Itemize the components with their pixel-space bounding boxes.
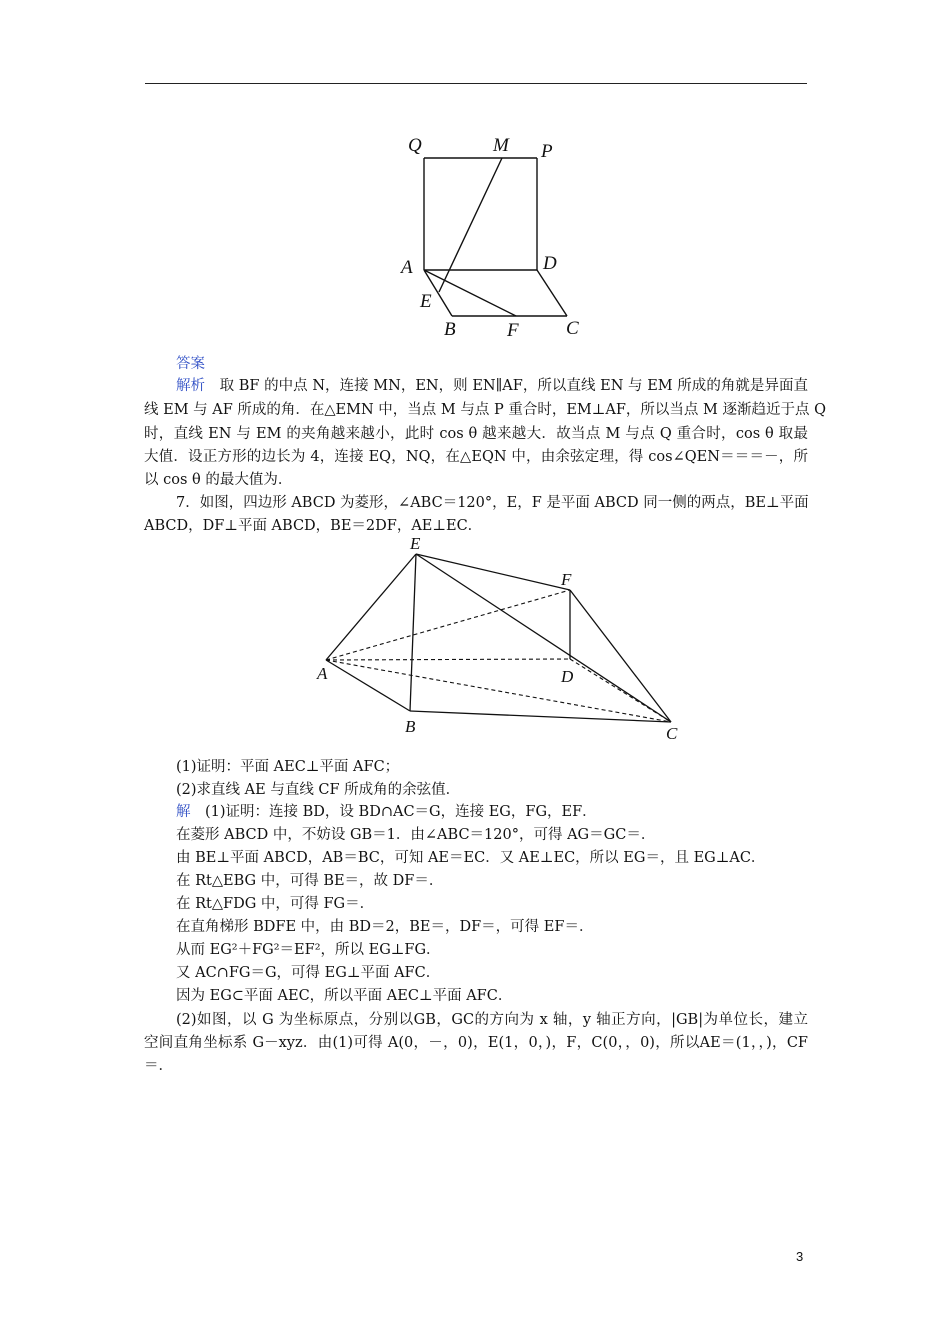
analysis-line-1: 解析 取 BF 的中点 N，连接 MN，EN，则 EN∥AF，所以直线 EN 与 EM 所成的角就是异面直 xyxy=(176,378,809,394)
analysis-line-4: 大值．设正方形的边长为 4，连接 EQ，NQ，在△EQN 中，由余弦定理，得 cos∠QEN＝＝＝－，所 xyxy=(144,449,808,465)
fig1-label-c: C xyxy=(566,318,579,339)
fig1-label-m: M xyxy=(493,135,509,156)
solution-label: 解 xyxy=(176,804,191,820)
fig2-label-d: D xyxy=(561,667,574,686)
question-7-part-2: (2)求直线 AE 与直线 CF 所成角的余弦值． xyxy=(176,782,461,798)
fig1-label-e: E xyxy=(420,291,432,312)
solution-line-9: 因为 EG⊂平面 AEC，所以平面 AEC⊥平面 AFC． xyxy=(176,988,513,1004)
solution-line-8: 又 AC∩FG＝G，可得 EG⊥平面 AFC． xyxy=(176,965,441,981)
fig2-label-b: B xyxy=(405,717,416,736)
fig2-label-c: C xyxy=(666,724,678,743)
analysis-line-5: 以 cos θ 的最大值为． xyxy=(144,472,293,488)
solution-line-4: 在 Rt△EBG 中，可得 BE＝，故 DF＝． xyxy=(176,873,444,889)
fig2-label-a: A xyxy=(317,664,328,683)
solution-line-5: 在 Rt△FDG 中，可得 FG＝． xyxy=(176,896,375,912)
fig1-label-d: D xyxy=(543,253,557,274)
solution-line-11: 空间直角坐标系 G－xyz．由(1)可得 A(0，－，0)，E(1，0，)，F，C(0，，0)，所以AE＝(1，，)，CF xyxy=(144,1035,808,1051)
fig1-label-a: A xyxy=(401,257,413,278)
solution-line-6: 在直角梯形 BDFE 中，由 BD＝2，BE＝，DF＝，可得 EF＝． xyxy=(176,919,594,935)
solution-line-10: (2)如图，以 G 为坐标原点，分别以GB，GC的方向为 x 轴，y 轴正方向，|GB|为单位长，建立 xyxy=(176,1012,808,1028)
fig1-label-p: P xyxy=(541,141,553,162)
header-rule xyxy=(145,83,807,84)
solution-line-1: 解 (1)证明：连接 BD，设 BD∩AC＝G，连接 EG，FG，EF． xyxy=(176,804,597,820)
fig1-label-q: Q xyxy=(408,135,422,156)
fig2-label-f: F xyxy=(561,570,572,589)
question-7-line-1: 7．如图，四边形 ABCD 为菱形，∠ABC＝120°，E，F 是平面 ABCD 同一侧的两点，BE⊥平面 xyxy=(176,495,809,511)
solution-line-7: 从而 EG²＋FG²＝EF²，所以 EG⊥FG． xyxy=(176,942,441,958)
fig2-label-e: E xyxy=(410,534,421,553)
fig1-label-f: F xyxy=(507,320,519,341)
page-number: 3 xyxy=(796,1249,804,1264)
figure-rhombus-solid xyxy=(296,528,691,753)
figure-square-and-parallelogram xyxy=(392,126,597,351)
solution-line-3: 由 BE⊥平面 ABCD，AB＝BC，可知 AE＝EC．又 AE⊥EC，所以 EG＝，且 EG⊥AC． xyxy=(176,850,766,866)
analysis-label: 解析 xyxy=(176,378,206,394)
analysis-line-3: 时，直线 EN 与 EM 的夹角越来越小，此时 cos θ 越来越大．故当点 M 与点 Q 重合时，cos θ 取最 xyxy=(144,426,808,442)
solution-line-12: ＝． xyxy=(144,1058,173,1074)
fig1-label-b: B xyxy=(444,319,456,340)
question-7-line-2: ABCD，DF⊥平面 ABCD，BE＝2DF，AE⊥EC． xyxy=(144,518,483,534)
analysis-line-2: 线 EM 与 AF 所成的角．在△EMN 中，当点 M 与点 P 重合时，EM⊥AF，所以当点 M 逐渐趋近于点 Q xyxy=(144,402,826,418)
solution-line-2: 在菱形 ABCD 中，不妨设 GB＝1．由∠ABC＝120°，可得 AG＝GC＝． xyxy=(176,827,656,843)
answer-label: 答案 xyxy=(176,356,205,372)
question-7-part-1: (1)证明：平面 AEC⊥平面 AFC； xyxy=(176,759,400,775)
